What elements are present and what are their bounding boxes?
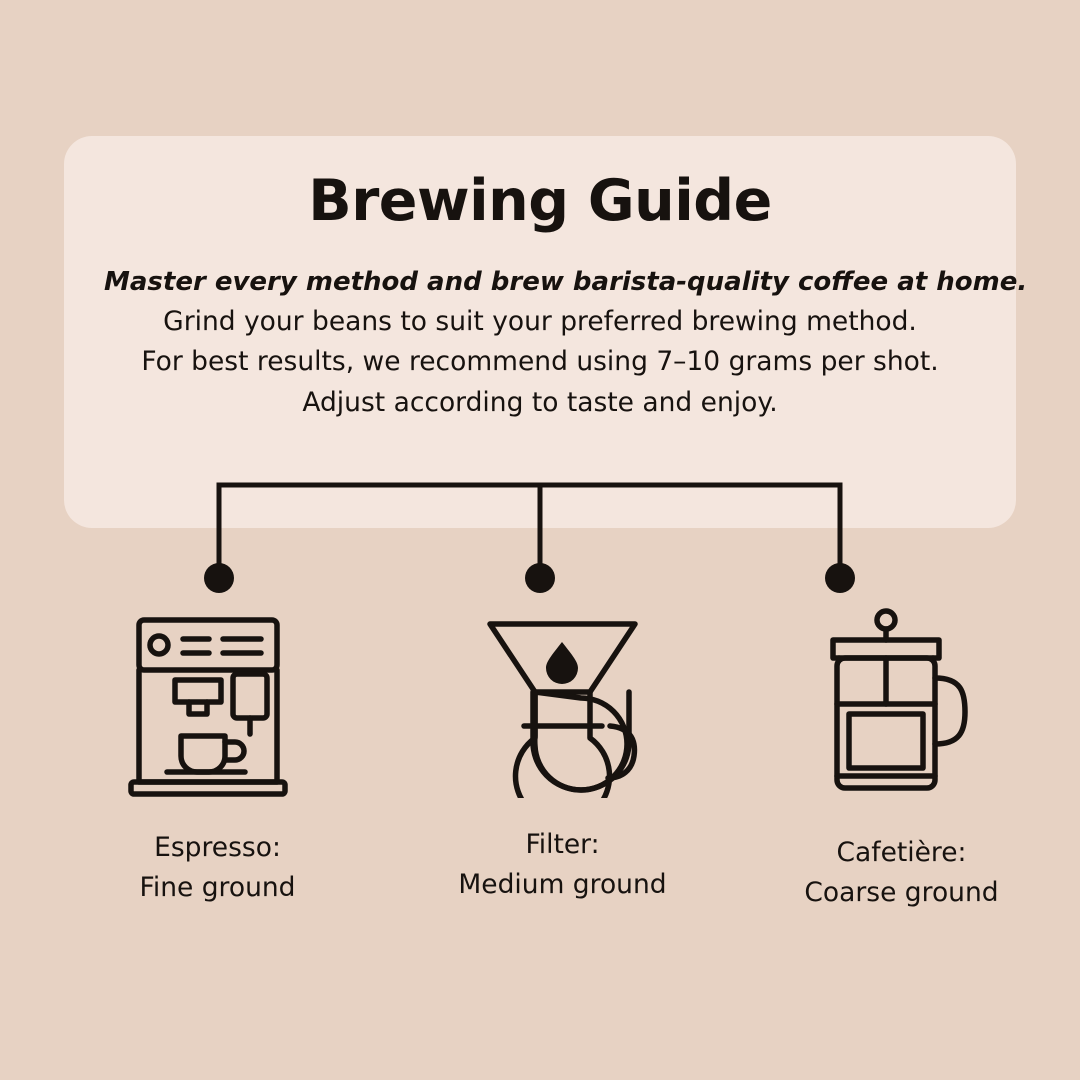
intro-line-3: For best results, we recommend using 7–10 grams per shot. [141,346,939,378]
header-card [64,136,1028,528]
intro-text [104,263,1028,423]
method-item-cafetiere [723,598,1080,913]
espresso-machine-icon [123,598,313,798]
intro-line-2: Grind your beans to suit your preferred brewing method. [163,306,917,338]
cafetiere-french-press-icon [809,598,994,798]
intro-line-1: Master every method and brew barista-quality coffee at home. [104,266,1028,297]
page-title: Brewing Guide [308,168,772,234]
intro-line-4: Adjust according to taste and enjoy. [302,386,778,418]
method-item-espresso [39,598,396,913]
method-columns [0,598,1080,913]
method-caption-filter [458,825,666,905]
method-caption-cafetiere [804,833,998,913]
connector-dot-1 [204,563,234,593]
connector-dot-3 [825,563,855,593]
method-name: Espresso: [154,832,281,863]
method-caption-espresso [140,828,296,908]
method-grind: Coarse ground [804,876,999,908]
method-name: Filter: [525,829,600,860]
method-grind: Fine ground [139,871,296,903]
method-name: Cafetière: [836,837,967,868]
method-item-filter [384,598,741,913]
pour-over-filter-icon [470,598,655,798]
method-grind: Medium ground [458,868,667,900]
connector-dot-2 [525,563,555,593]
